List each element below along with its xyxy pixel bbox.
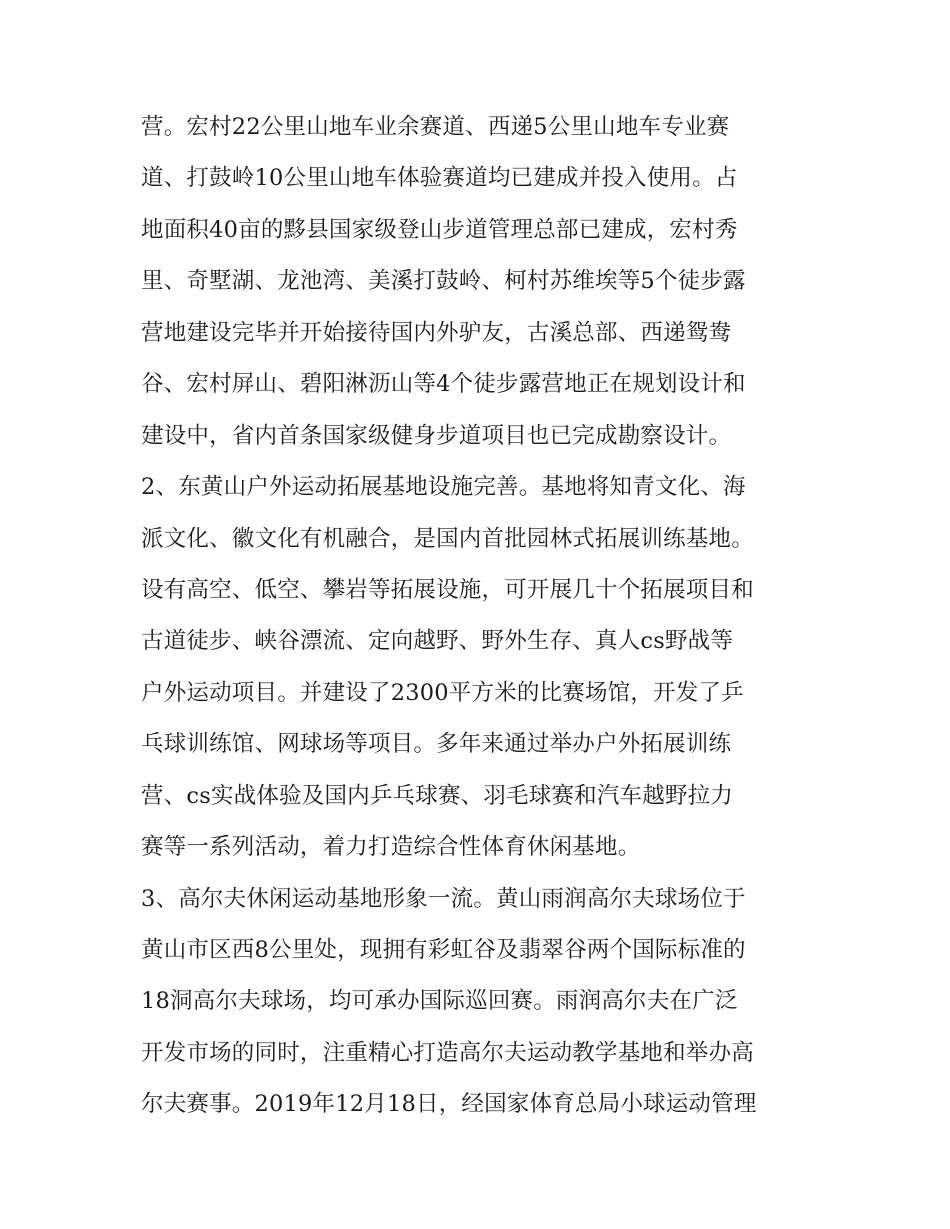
text-line: 道、打鼓岭10公里山地车体验赛道均已建成并投入使用。占 <box>141 165 738 192</box>
text-line: 设有高空、低空、攀岩等拓展设施，可开展几十个拓展项目和 <box>141 576 754 603</box>
text-line: 18洞高尔夫球场，均可承办国际巡回赛。雨润高尔夫在广泛 <box>141 988 738 1015</box>
text-line: 里、奇墅湖、龙池湾、美溪打鼓岭、柯村苏维埃等5个徒步露 <box>141 268 746 295</box>
text-line: 地面积40亩的黟县国家级登山步道管理总部已建成，宏村秀 <box>141 216 738 243</box>
text-line: 2、东黄山户外运动拓展基地设施完善。基地将知青文化、海 <box>141 474 746 501</box>
text-line: 乓球训练馆、网球场等项目。多年来通过举办户外拓展训练 <box>141 731 732 758</box>
text-line: 营、cs实战体验及国内乒乓球赛、羽毛球赛和汽车越野拉力 <box>141 782 734 809</box>
text-line: 派文化、徽文化有机融合，是国内首批园林式拓展训练基地。 <box>141 525 754 552</box>
text-line: 营。宏村22公里山地车业余赛道、西递5公里山地车专业赛 <box>141 114 730 140</box>
body-text <box>141 106 831 1135</box>
text-line: 营地建设完毕并开始接待国内外驴友，古溪总部、西递鸳鸯 <box>141 319 732 346</box>
text-line: 建设中，省内首条国家级健身步道项目也已完成勘察设计。 <box>141 422 732 449</box>
text-line: 谷、宏村屏山、碧阳淋沥山等4个徒步露营地正在规划设计和 <box>141 371 746 398</box>
text-line: 户外运动项目。并建设了2300平方米的比赛场馆，开发了乒 <box>141 679 744 706</box>
text-line: 尔夫赛事。2019年12月18日，经国家体育总局小球运动管理 <box>141 1091 757 1118</box>
text-line: 3、高尔夫休闲运动基地形象一流。黄山雨润高尔夫球场位于 <box>141 885 746 912</box>
text-line: 赛等一系列活动，着力打造综合性体育休闲基地。 <box>141 834 641 861</box>
text-line: 黄山市区西8公里处，现拥有彩虹谷及翡翠谷两个国际标准的 <box>141 937 746 963</box>
text-line: 开发市场的同时，注重精心打造高尔夫运动教学基地和举办高 <box>141 1039 754 1066</box>
text-line: 古道徒步、峡谷漂流、定向越野、野外生存、真人cs野战等 <box>141 628 734 655</box>
